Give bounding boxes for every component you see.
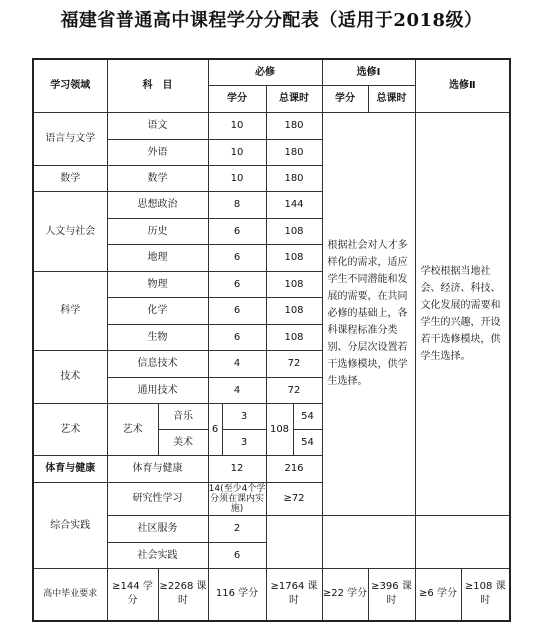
grad-elective2-credit: ≥6 学分 xyxy=(415,568,461,621)
credit-chinese: 10 xyxy=(208,112,266,139)
elective2-empty xyxy=(415,515,510,568)
hours-math: 180 xyxy=(266,165,322,191)
subject-fine-art: 美术 xyxy=(158,429,208,455)
credit-physics: 6 xyxy=(208,271,266,297)
subject-chinese: 语文 xyxy=(107,112,208,139)
domain-language: 语言与文学 xyxy=(33,112,107,165)
credit-community: 2 xyxy=(208,515,266,542)
domain-practice: 综合实践 xyxy=(33,482,107,568)
credit-art: 6 xyxy=(208,403,222,455)
hours-history: 108 xyxy=(266,218,322,244)
credit-geography: 6 xyxy=(208,244,266,271)
subject-chemistry: 化学 xyxy=(107,297,208,324)
header-subject: 科 目 xyxy=(107,59,208,112)
subject-music: 音乐 xyxy=(158,403,208,429)
hours-chinese: 180 xyxy=(266,112,322,139)
hours-research: ≥72 xyxy=(266,482,322,515)
credit-table xyxy=(32,58,511,622)
elective1-note: 根据社会对人才多样化的需求，适应学生不同潜能和发展的需要，在共同必修的基础上，各科课程标准分类别、分层次设置若干选修模块，供学生选择。 xyxy=(322,112,415,515)
header-required: 必修 xyxy=(208,59,322,85)
hours-music: 54 xyxy=(293,403,322,429)
hours-it: 72 xyxy=(266,350,322,377)
hours-physics: 108 xyxy=(266,271,322,297)
hours-pe: 216 xyxy=(266,455,322,482)
domain-humanities: 人文与社会 xyxy=(33,191,107,271)
domain-math: 数学 xyxy=(33,165,107,191)
hours-foreign: 180 xyxy=(266,139,322,165)
header-elective1-hours: 总课时 xyxy=(368,85,415,112)
elective1-empty xyxy=(322,515,415,568)
header-required-credit: 学分 xyxy=(208,85,266,112)
credit-biology: 6 xyxy=(208,324,266,350)
subject-math: 数学 xyxy=(107,165,208,191)
credit-research: 14(至少4个学分须在课内实施) xyxy=(208,483,266,514)
grad-total-hours: ≥2268 课时 xyxy=(158,568,208,621)
subject-politics: 思想政治 xyxy=(107,191,208,218)
subject-it: 信息技术 xyxy=(107,350,208,377)
credit-pe: 12 xyxy=(208,455,266,482)
credit-fine-art: 3 xyxy=(222,429,266,455)
domain-art: 艺术 xyxy=(33,403,107,455)
subject-community: 社区服务 xyxy=(107,515,208,542)
subject-physics: 物理 xyxy=(107,271,208,297)
credit-social: 6 xyxy=(208,542,266,568)
subject-biology: 生物 xyxy=(107,324,208,350)
credit-foreign: 10 xyxy=(208,139,266,165)
subject-social: 社会实践 xyxy=(107,542,208,568)
hours-chemistry: 108 xyxy=(266,297,322,324)
credit-history: 6 xyxy=(208,218,266,244)
header-required-hours: 总课时 xyxy=(266,85,322,112)
grad-elective2-hours: ≥108 课时 xyxy=(461,568,510,621)
subject-foreign: 外语 xyxy=(107,139,208,165)
domain-technology: 技术 xyxy=(33,350,107,403)
credit-politics: 8 xyxy=(208,191,266,218)
grad-required-credit: 116 学分 xyxy=(208,568,266,621)
domain-graduation: 高中毕业要求 xyxy=(33,568,107,621)
header-elective1-credit: 学分 xyxy=(322,85,368,112)
hours-community-social xyxy=(266,515,322,568)
grad-elective1-hours: ≥396 课时 xyxy=(368,568,415,621)
subject-geography: 地理 xyxy=(107,244,208,271)
grad-total-credit: ≥144 学分 xyxy=(107,568,158,621)
elective2-note: 学校根据当地社会、经济、科技、文化发展的需要和学生的兴趣，开设若干选修模块，供学生选择。 xyxy=(415,112,510,515)
hours-politics: 144 xyxy=(266,191,322,218)
hours-biology: 108 xyxy=(266,324,322,350)
subject-research: 研究性学习 xyxy=(107,482,208,515)
credit-general-tech: 4 xyxy=(208,377,266,403)
subject-pe: 体育与健康 xyxy=(107,455,208,482)
credit-it: 4 xyxy=(208,350,266,377)
subject-history: 历史 xyxy=(107,218,208,244)
credit-music: 3 xyxy=(222,403,266,429)
hours-general-tech: 72 xyxy=(266,377,322,403)
grad-required-hours: ≥1764 课时 xyxy=(266,568,322,621)
header-domain: 学习领域 xyxy=(33,59,107,112)
hours-geography: 108 xyxy=(266,244,322,271)
subject-general-tech: 通用技术 xyxy=(107,377,208,403)
domain-pe: 体育与健康 xyxy=(33,455,107,482)
header-elective2: 选修Ⅱ xyxy=(415,59,510,112)
hours-art: 108 xyxy=(266,403,293,455)
hours-fine-art: 54 xyxy=(293,429,322,455)
credit-chemistry: 6 xyxy=(208,297,266,324)
subject-art: 艺术 xyxy=(107,403,158,455)
header-elective1: 选修Ⅰ xyxy=(322,59,415,85)
grad-elective1-credit: ≥22 学分 xyxy=(322,568,368,621)
page-title: 福建省普通高中课程学分分配表（适用于2018级） xyxy=(60,10,483,31)
domain-science: 科学 xyxy=(33,271,107,350)
credit-math: 10 xyxy=(208,165,266,191)
